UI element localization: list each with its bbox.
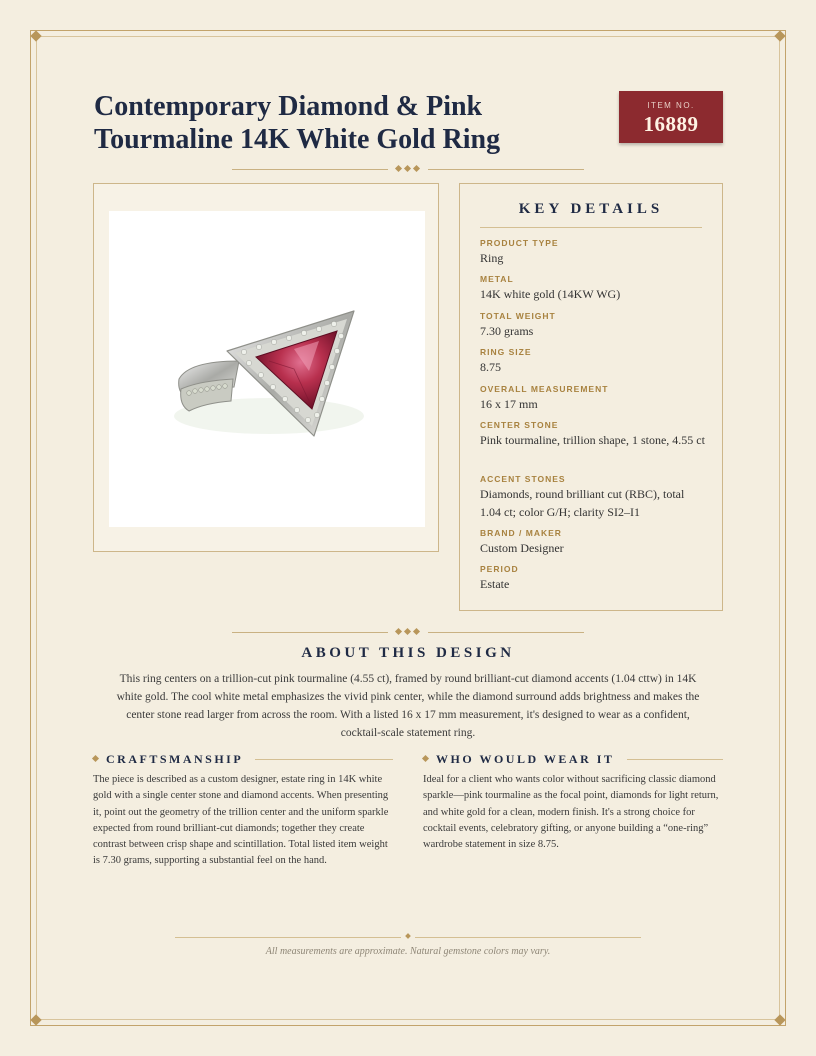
product-photo <box>109 211 425 527</box>
footer-rule-right <box>415 937 641 938</box>
detail-ring-size <box>480 347 705 376</box>
detail-label: PERIOD <box>480 564 519 574</box>
item-number-badge <box>619 91 723 143</box>
about-body: This ring centers on a trillion-cut pink tourmaline (4.55 ct), framed by round brilliant-cut diamond accents (1.04 cttw) in 14K white gold. The cool white metal emphasizes the vivid pink center, while the diamond surround adds brightness and makes the center stone read larger from across the room. With a listed 16 x 17 mm measurement, it's designed to wear as a confident, cocktail-scale statement ring. <box>116 673 700 739</box>
detail-total-weight <box>480 311 705 340</box>
who-would-wear-heading <box>423 752 723 766</box>
craftsmanship-body: The piece is described as a custom designer, estate ring in 14K white gold with a single center stone and diamond accents. When presenting it, point out the geometry of the trillion center and the uniform sparkle expected from round brilliant-cut diamonds; together they create contrast between crisp shape and scintillation. Total listed item weight is 7.30 grams, supporting a substantial feel on the hand. <box>93 774 389 867</box>
detail-brand-maker <box>480 528 705 557</box>
key-details-title: KEY DETAILS <box>518 201 664 217</box>
item-number-value: 16889 <box>643 112 699 136</box>
item-number-label: ITEM NO. <box>647 101 695 110</box>
detail-value: Diamonds, round brilliant cut (RBC), total 1.04 ct; color G/H; clarity SI2–I1 <box>480 487 685 519</box>
title-divider <box>232 164 584 174</box>
detail-center-stone <box>480 420 705 449</box>
who-would-wear-body: Ideal for a client who wants color without sacrificing classic diamond sparkle—pink tourmaline as the focal point, diamonds for light return, and white gold for a clean, modern finish. It's a strong choice for cocktail events, celebratory gifting, or anyone building a “one-ring” wardrobe statement in size 8.75. <box>423 774 719 851</box>
who-would-wear-title: WHO WOULD WEAR IT <box>436 752 615 766</box>
detail-label: OVERALL MEASUREMENT <box>480 384 609 394</box>
diamond-bullet-icon <box>422 755 429 762</box>
detail-value: 16 x 17 mm <box>480 397 538 411</box>
detail-value: Custom Designer <box>480 541 564 555</box>
detail-label: BRAND / MAKER <box>480 528 562 538</box>
footer-note: All measurements are approximate. Natural gemstone colors may vary. <box>265 946 551 957</box>
footer-rule-left <box>175 937 401 938</box>
detail-overall-measurement <box>480 384 705 413</box>
product-photo-frame <box>93 183 439 552</box>
detail-label: RING SIZE <box>480 347 532 357</box>
detail-accent-stones <box>480 474 705 521</box>
about-divider <box>232 627 584 637</box>
detail-value: 14K white gold (14KW WG) <box>480 287 621 301</box>
detail-value: 8.75 <box>480 360 501 374</box>
craftsmanship-heading <box>93 752 393 766</box>
key-details-rule <box>480 227 702 228</box>
detail-label: CENTER STONE <box>480 420 559 430</box>
ring-icon <box>109 211 425 527</box>
detail-value: 7.30 grams <box>480 324 534 338</box>
detail-label: TOTAL WEIGHT <box>480 311 556 321</box>
detail-label: METAL <box>480 274 514 284</box>
detail-label: PRODUCT TYPE <box>480 238 559 248</box>
detail-label: ACCENT STONES <box>480 474 566 484</box>
detail-product-type <box>480 238 705 267</box>
product-title: Contemporary Diamond & Pink Tourmaline 14K White Gold Ring <box>94 91 501 155</box>
about-title: ABOUT THIS DESIGN <box>301 645 515 661</box>
detail-value: Ring <box>480 251 504 265</box>
craftsmanship-title: CRAFTSMANSHIP <box>106 752 244 766</box>
detail-metal <box>480 274 705 303</box>
key-details-panel <box>459 183 723 611</box>
detail-value: Estate <box>480 577 510 591</box>
detail-value: Pink tourmaline, trillion shape, 1 stone, 4.55 ct <box>480 433 705 447</box>
diamond-bullet-icon <box>92 755 99 762</box>
detail-period <box>480 564 705 593</box>
